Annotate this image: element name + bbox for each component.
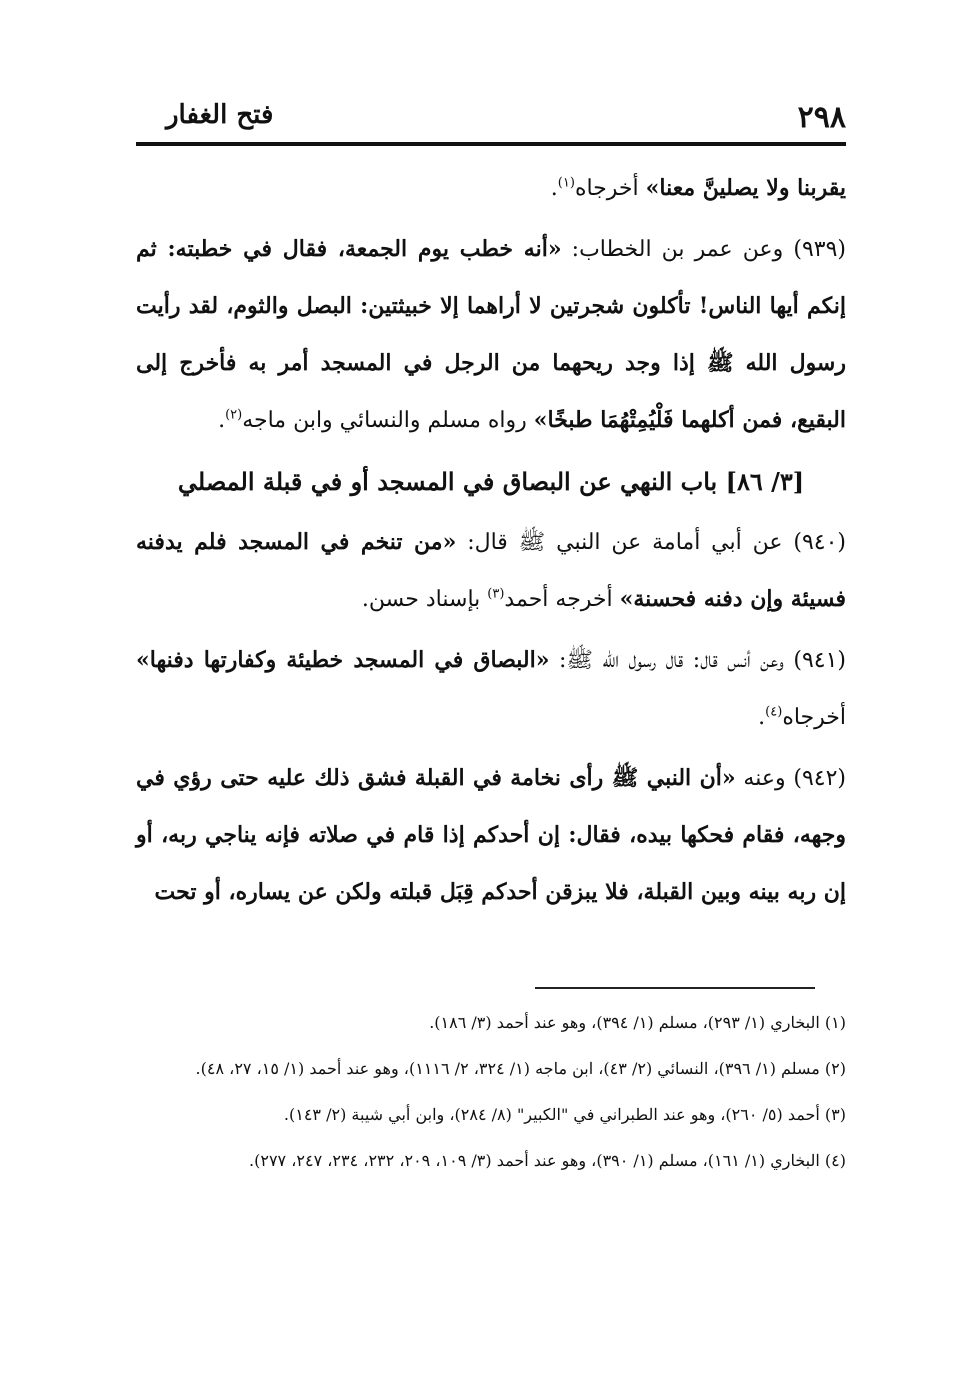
hadith-intro: وعنه — [735, 766, 794, 791]
hadith-number: (٩٤٠) — [793, 530, 846, 555]
footnote-ref[interactable]: (٣) — [487, 586, 505, 602]
book-title: فتح الغفار — [166, 100, 274, 130]
footnote-ref[interactable]: (٤) — [765, 704, 783, 720]
hadith-quote: «أنه خطب يوم الجمعة، فقال في خطبته: ثم إنكم أيها الناس! تأكلون شجرتين لا أراهما إلا خبيثتين: البصل والثوم، لقد رأيت رسول الله ﷺ إذا وجد ريحهما من الرجل في المسجد أمر به فأخرج إلى البقيع، فمن أكلهما فَلْيُمِتْهُمَا طبخًا» — [136, 236, 846, 433]
paragraph-continuation — [136, 160, 846, 217]
chapter-heading: [٣/ ٨٦] باب النهي عن البصاق في المسجد أو في قبلة المصلي — [177, 467, 805, 496]
page-number: ٢٩٨ — [797, 100, 846, 135]
hadith-number: (٩٤٢) — [793, 766, 846, 791]
hadith-940 — [136, 514, 846, 628]
source-text: أخرجاه — [782, 705, 846, 730]
hadith-intro: وعن عمر بن الخطاب: — [561, 237, 794, 262]
hadith-intro: وعن أنس قال: قال رسول الله ﷺ: — [549, 648, 794, 673]
hadith-quote: «من تنخم في المسجد فلم يدفنه فسيئة وإن دفنه فحسنة» — [136, 529, 846, 612]
footnote-1: (١) البخاري (١/ ٢٩٣)، مسلم (١/ ٣٩٤)، وهو عند أحمد (٣/ ١٨٦). — [429, 1013, 846, 1032]
hadith-number: (٩٤١) — [793, 648, 846, 673]
footnote-2: (٢) مسلم (١/ ٣٩٦)، النسائي (٢/ ٤٣)، ابن ماجه (١/ ٣٢٤، ٢/ ١١١٦)، وهو عند أحمد (١/ ١٥، ٢٧، ٤٨). — [195, 1059, 846, 1078]
hadith-quote: «البصاق في المسجد خطيئة وكفارتها دفنها» — [136, 647, 550, 673]
page-header — [136, 92, 846, 142]
footnotes — [136, 1000, 846, 1184]
source-text: أخرجه أحمد — [504, 587, 620, 612]
footnote-4: (٤) البخاري (١/ ١٦١)، مسلم (١/ ٣٩٠)، وهو عند أحمد (٣/ ١٠٩، ٢٠٩، ٢٣٢، ٢٣٤، ٢٤٧، ٢٧٧). — [249, 1151, 846, 1170]
footnote-divider — [535, 987, 815, 989]
source-text: أخرجاه — [574, 176, 646, 201]
hadith-942 — [136, 750, 846, 921]
hadith-quote: «أن النبي ﷺ رأى نخامة في القبلة فشق ذلك عليه حتى رؤي في وجهه، فقام فحكها بيده، فقال: إن أحدكم إذا قام في صلاته فإنه يناجي ربه، أو إن ربه بينه وبين القبلة، فلا يبزقن أحدكم قِبَل قبلته ولكن عن يساره، أو تحت — [136, 765, 846, 905]
footnote-3: (٣) أحمد (٥/ ٢٦٠)، وهو عند الطبراني في "الكبير" (٨/ ٢٨٤)، وابن أبي شيبة (٢/ ١٤٣). — [283, 1105, 846, 1124]
punctuation: . — [758, 705, 766, 730]
hadith-quote: يقربنا ولا يصلينَّ معنا» — [645, 175, 846, 201]
source-text-end: بإسناد حسن. — [361, 587, 488, 612]
hadith-number: (٩٣٩) — [793, 237, 846, 262]
source-text: رواه مسلم والنسائي وابن ماجه — [242, 408, 534, 433]
hadith-intro: عن أبي أمامة عن النبي ﷺ قال: — [456, 530, 794, 555]
main-text — [136, 160, 846, 925]
footnote-ref[interactable]: (٢) — [225, 407, 243, 423]
punctuation: . — [218, 408, 226, 433]
punctuation: . — [550, 176, 558, 201]
header-divider — [136, 142, 846, 146]
hadith-939 — [136, 221, 846, 449]
hadith-941 — [136, 632, 846, 746]
footnote-ref[interactable]: (١) — [557, 175, 575, 191]
